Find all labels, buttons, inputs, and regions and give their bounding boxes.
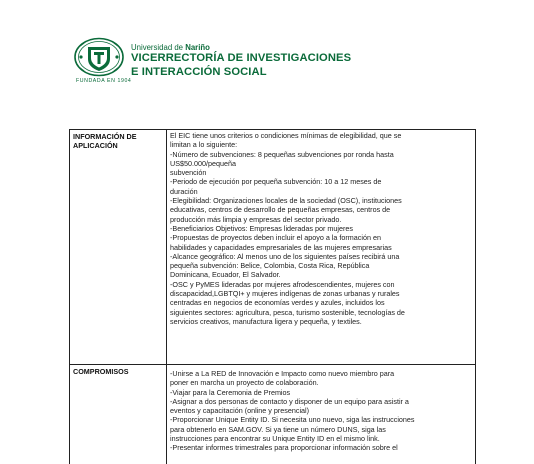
row-label: COMPROMISOS (70, 365, 167, 464)
university-prefix: Universidad de (131, 43, 184, 52)
letterhead (74, 37, 374, 87)
university-name (131, 43, 210, 52)
content-line: -Proporcionar Unique Entity ID. Si necesita uno nuevo, siga las instrucciones (170, 415, 415, 425)
row-label: INFORMACIÓN DE APLICACIÓN (70, 130, 167, 364)
content-line: -Unirse a La RED de Innovación e Impacto como nuevo miembro para (170, 369, 395, 378)
content-line: poner en marcha un proyecto de colaboración. (170, 378, 319, 388)
content-line: -Número de subvenciones: 8 pequeñas subvenciones por ronda hasta (170, 149, 394, 159)
university-name-bold: Nariño (185, 43, 210, 52)
content-line: duración (170, 186, 198, 196)
row-content (167, 130, 475, 364)
table-row-informacion (70, 130, 475, 365)
content-line: -OSC y PyMES lideradas por mujeres afrodescendientes, mujeres con (170, 279, 395, 289)
content-line: -Elegibilidad: Organizaciones locales de la sociedad (OSC), instituciones (170, 196, 402, 206)
content-line: eventos y capacitación (online y presencial) (170, 406, 310, 416)
vicerrectoria-title-line1: VICERRECTORÍA DE INVESTIGACIONES (131, 52, 352, 64)
content-line: siguientes sectores: agricultura, pesca, turismo sostenible, tecnologías de (170, 307, 405, 317)
content-line: instrucciones para encontrar su Unique Entity ID en el mismo link. (170, 434, 380, 444)
content-line: -Periodo de ejecución por pequeña subvención: 10 a 12 meses de (170, 177, 382, 187)
content-line: centradas en negocios de economías verdes y azules, incluidos los (170, 298, 385, 308)
content-line: habilidades y capacidades empresariales de las mujeres empresarias (170, 242, 392, 252)
row-content (167, 365, 475, 464)
content-line: -Presentar informes trimestrales para proporcionar información sobre el (170, 443, 398, 453)
content-line: -Beneficiarios Objetivos: Empresas lideradas por mujeres (170, 223, 353, 233)
content-line: US$50.000/pequeña (170, 158, 236, 168)
content-line: subvención (170, 168, 207, 178)
content-line: limitan a lo siguiente: (170, 140, 238, 150)
vicerrectoria-title-line2: E INTERACCIÓN SOCIAL (131, 66, 267, 78)
info-table (69, 129, 476, 464)
content-line: producción más limpia y empresas del sector privado. (170, 214, 342, 224)
content-line: Dominicana, Ecuador, El Salvador. (170, 270, 281, 280)
content-line: servicios creativos, manufactura ligera y pequeña, y textiles. (170, 316, 362, 326)
content-line: discapacidad,LGBTQI+ y mujeres indígenas de zonas urbanas y rurales (170, 289, 400, 299)
content-line: para obtenerlo en SAM.GOV. Si ya tiene un número DUNS, siga las (170, 424, 386, 434)
content-line: El EIC tiene unos criterios o condiciones mínimas de elegibilidad, que se (170, 131, 402, 140)
university-seal-logo (74, 37, 124, 77)
content-line: -Viajar para la Ceremonia de Premios (170, 387, 291, 397)
content-line: -Alcance geográfico: Al menos uno de los siguientes países recibirá una (170, 251, 400, 261)
founded-text: FUNDADA EN 1904 (76, 78, 132, 84)
content-line: -Propuestas de proyectos deben incluir el apoyo a la formación en (170, 233, 381, 243)
content-line: educativas, centros de desarrollo de pequeñas empresas, centros de (170, 205, 391, 215)
content-line: pequeña subvención: Belice, Colombia, Costa Rica, República (170, 261, 370, 271)
table-row-compromisos (70, 365, 475, 464)
content-line: -Asignar a dos personas de contacto y disponer de un equipo para asistir a (170, 396, 409, 406)
